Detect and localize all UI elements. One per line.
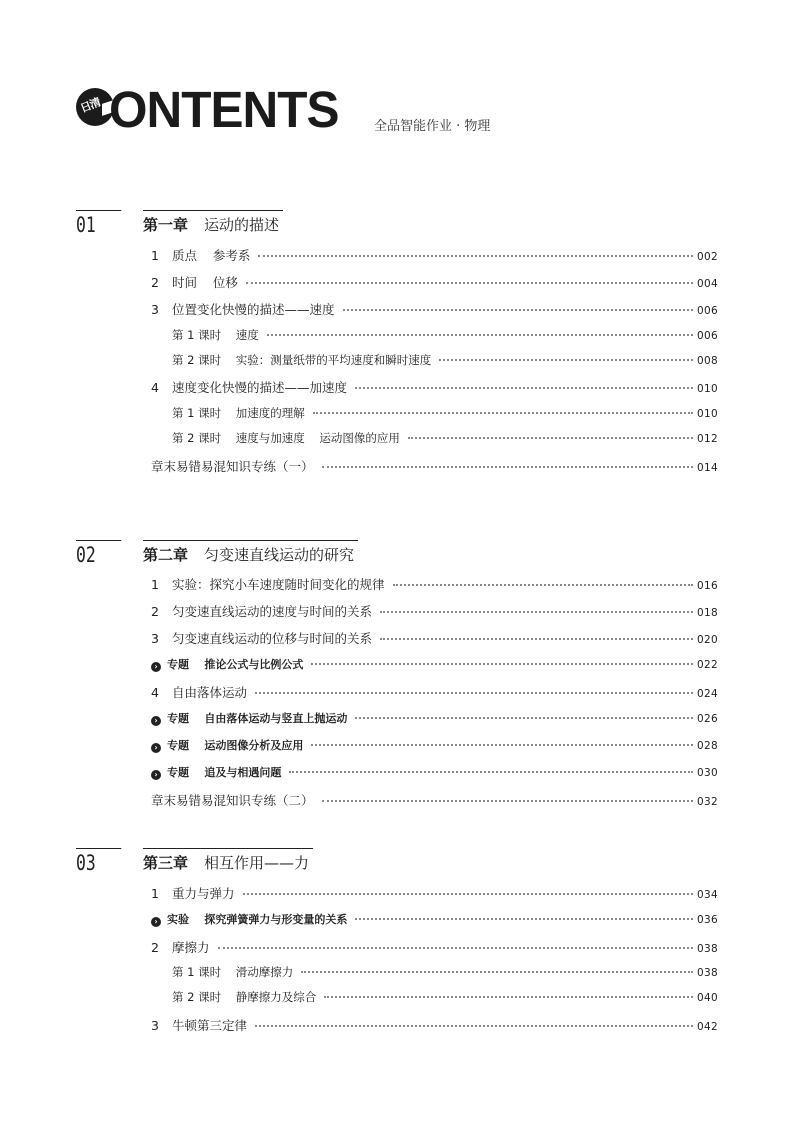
page-number: 002 <box>697 251 718 263</box>
arrow-right-icon: › <box>151 917 161 927</box>
dot-leader <box>246 281 693 284</box>
entry-label: 重力与弹力 <box>172 886 235 901</box>
logo-badge-text: 日清 <box>78 95 102 116</box>
entry-number: 1 <box>151 577 159 592</box>
dot-leader <box>355 386 693 389</box>
entry-label: 专题 追及与相遇问题 <box>167 766 282 779</box>
entry-label: 牛顿第三定律 <box>172 1018 248 1033</box>
dot-leader <box>218 946 694 949</box>
arrow-right-icon: › <box>151 716 161 726</box>
toc-subentry[interactable] <box>172 405 718 423</box>
toc-subentry[interactable] <box>172 989 718 1007</box>
entry-number: 3 <box>151 631 159 646</box>
page-number: 038 <box>697 943 718 955</box>
dot-leader <box>439 358 693 361</box>
toc-entry-review[interactable] <box>151 457 718 475</box>
entry-label: 章末易错易混知识专练（一） <box>151 459 314 474</box>
dot-leader <box>408 436 693 439</box>
page-number: 022 <box>697 659 718 671</box>
page-number: 010 <box>697 383 718 395</box>
page-number: 034 <box>697 889 718 901</box>
dot-leader <box>311 662 693 665</box>
entry-number: 1 <box>151 886 159 901</box>
entry-label: 章末易错易混知识专练（二） <box>151 793 314 808</box>
entry-label: 实验 探究弹簧弹力与形变量的关系 <box>167 913 348 926</box>
entry-label: 第 1 课时 滑动摩擦力 <box>172 965 294 979</box>
toc-topic-entry[interactable] <box>151 737 718 755</box>
contents-title: ONTENTS <box>109 81 339 138</box>
toc-topic-entry[interactable] <box>151 656 718 674</box>
toc-subentry[interactable] <box>172 430 718 448</box>
toc-entry[interactable] <box>151 683 718 701</box>
page-number: 042 <box>697 1021 718 1033</box>
page-number: 016 <box>697 580 718 592</box>
chapter-title: 运动的描述 <box>204 216 280 234</box>
dot-leader <box>311 743 693 746</box>
entry-label: 第 1 课时 速度 <box>172 328 259 342</box>
page-number: 036 <box>697 914 718 926</box>
toc-entry[interactable] <box>151 378 718 396</box>
page-number: 012 <box>697 433 718 445</box>
arrow-right-icon: › <box>151 770 161 780</box>
entry-number: 2 <box>151 275 159 290</box>
entry-label: 匀变速直线运动的位移与时间的关系 <box>172 631 373 646</box>
toc-entry[interactable] <box>151 1016 718 1034</box>
arrow-right-icon: › <box>151 662 161 672</box>
page-number: 038 <box>697 967 718 979</box>
toc-topic-entry[interactable] <box>151 710 718 728</box>
entry-label: 专题 推论公式与比例公式 <box>167 658 304 671</box>
page-number: 010 <box>697 408 718 420</box>
toc-subentry[interactable] <box>172 327 718 345</box>
dot-leader <box>355 716 693 719</box>
toc-subentry[interactable] <box>172 352 718 370</box>
page-number: 014 <box>697 462 718 474</box>
chapter-number: 01 <box>76 210 121 237</box>
dot-leader <box>324 995 693 998</box>
entry-label: 专题 自由落体运动与竖直上抛运动 <box>167 712 348 725</box>
entry-label: 第 1 课时 加速度的理解 <box>172 406 305 420</box>
dot-leader <box>267 333 693 336</box>
chapter-key: 第一章 <box>143 216 189 234</box>
toc-topic-entry[interactable] <box>151 911 718 929</box>
entry-number: 1 <box>151 248 159 263</box>
chapter-heading[interactable] <box>143 540 358 565</box>
entry-number: 4 <box>151 685 159 700</box>
dot-leader <box>380 637 693 640</box>
dot-leader <box>313 411 693 414</box>
entry-label: 实验：探究小车速度随时间变化的规律 <box>172 577 385 592</box>
entry-label: 第 2 课时 静摩擦力及综合 <box>172 990 317 1004</box>
dot-leader <box>380 610 693 613</box>
entry-label: 匀变速直线运动的速度与时间的关系 <box>172 604 373 619</box>
dot-leader <box>301 970 693 973</box>
toc-topic-entry[interactable] <box>151 764 718 782</box>
dot-leader <box>258 254 693 257</box>
arrow-right-icon: › <box>151 743 161 753</box>
page-number: 024 <box>697 688 718 700</box>
page-number: 006 <box>697 330 718 342</box>
chapter-heading[interactable] <box>143 848 313 873</box>
entry-label: 速度变化快慢的描述——加速度 <box>172 380 348 395</box>
page-number: 030 <box>697 767 718 779</box>
page-number: 028 <box>697 740 718 752</box>
entry-label: 位置变化快慢的描述——速度 <box>172 302 335 317</box>
page-number: 020 <box>697 634 718 646</box>
page-number: 004 <box>697 278 718 290</box>
entry-number: 3 <box>151 302 159 317</box>
entry-label: 专题 运动图像分析及应用 <box>167 739 304 752</box>
entry-label: 第 2 课时 速度与加速度 运动图像的应用 <box>172 431 400 445</box>
entry-number: 4 <box>151 380 159 395</box>
toc-entry[interactable] <box>151 300 718 318</box>
chapter-title: 匀变速直线运动的研究 <box>204 546 355 564</box>
entry-number: 2 <box>151 940 159 955</box>
dot-leader <box>243 892 694 895</box>
chapter-title: 相互作用——力 <box>204 854 310 872</box>
entry-label: 质点 参考系 <box>172 248 251 263</box>
chapter-heading[interactable] <box>143 210 283 235</box>
dot-leader <box>289 770 693 773</box>
entry-label: 摩擦力 <box>172 940 210 955</box>
toc-entry[interactable] <box>151 246 718 264</box>
page-number: 032 <box>697 796 718 808</box>
dot-leader <box>322 799 694 802</box>
entry-label: 自由落体运动 <box>172 685 248 700</box>
toc-entry-review[interactable] <box>151 791 718 809</box>
toc-entry[interactable] <box>151 884 718 902</box>
book-subtitle: 全品智能作业 · 物理 <box>374 119 491 134</box>
entry-number: 2 <box>151 604 159 619</box>
chapter-key: 第二章 <box>143 546 189 564</box>
entry-number: 3 <box>151 1018 159 1033</box>
toc-entry[interactable] <box>151 938 718 956</box>
entry-label: 时间 位移 <box>172 275 238 290</box>
dot-leader <box>322 465 694 468</box>
chapter-key: 第三章 <box>143 854 189 872</box>
page-number: 008 <box>697 355 718 367</box>
page-number: 006 <box>697 305 718 317</box>
entry-label: 第 2 课时 实验：测量纸带的平均速度和瞬时速度 <box>172 353 432 367</box>
chapter-number: 03 <box>76 848 121 875</box>
dot-leader <box>255 691 693 694</box>
toc-entry[interactable] <box>151 629 718 647</box>
toc-entry[interactable] <box>151 602 718 620</box>
chapter-number: 02 <box>76 540 121 567</box>
toc-subentry[interactable] <box>172 964 718 982</box>
page-number: 018 <box>697 607 718 619</box>
page-number: 040 <box>697 992 718 1004</box>
dot-leader <box>355 917 693 920</box>
dot-leader <box>393 583 694 586</box>
toc-entry[interactable] <box>151 575 718 593</box>
dot-leader <box>255 1024 693 1027</box>
toc-entry[interactable] <box>151 273 718 291</box>
page-number: 026 <box>697 713 718 725</box>
dot-leader <box>343 308 694 311</box>
